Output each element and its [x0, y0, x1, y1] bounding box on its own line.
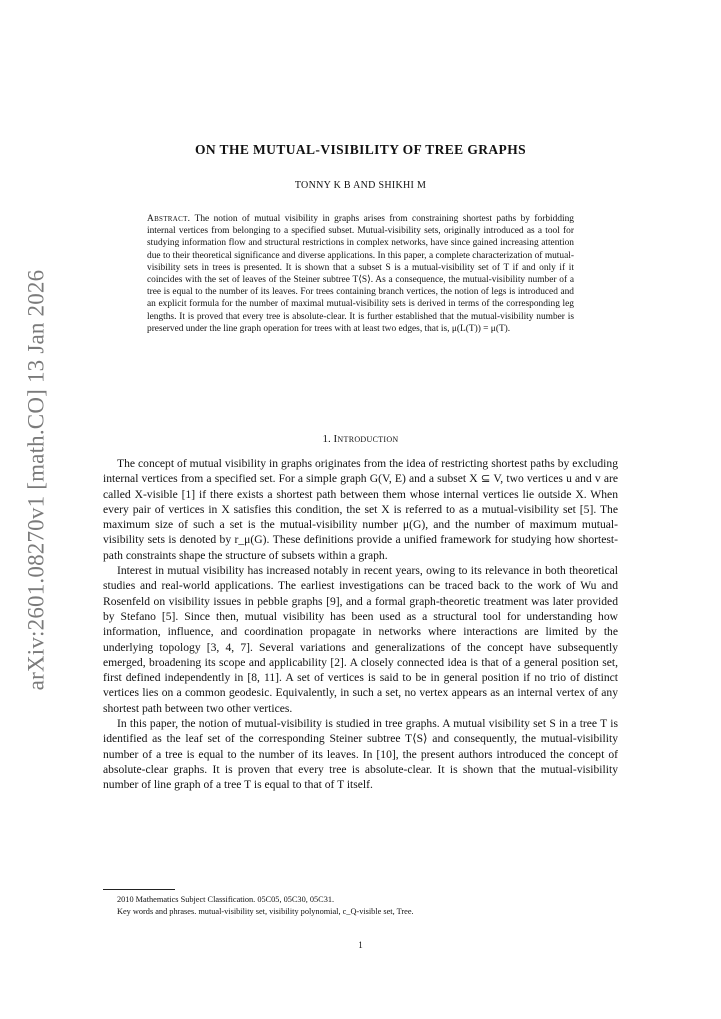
paragraph: In this paper, the notion of mutual-visibility is studied in tree graphs. A mutual visibility set S in a tree T is identified as the leaf set of the corresponding Steiner subtree T⟨S⟩ and consequently, the mutual-visibility number of a tree is equal to the number of its leaves. In [10], the present authors introduced the concept of absolute-clear graphs. It is proven that every tree is absolute-clear. It is shown that the mutual-visibility number of line graph of a tree T is equal to that of T itself.	[103, 717, 618, 792]
section-number: 1.	[322, 433, 331, 445]
footnote-divider	[103, 889, 175, 890]
paper-authors: TONNY K B AND SHIKHI M	[294, 180, 427, 191]
abstract-label: Abstract.	[147, 214, 191, 224]
arxiv-identifier-text: arXiv:2601.08270v1 [math.CO] 13 Jan 2026	[23, 269, 48, 691]
paragraph: Interest in mutual visibility has increased notably in recent years, owing to its relevance in both theoretical studies and real-world applications. The earliest investigations can be traced back to the work of Wu and Rosenfeld on visibility issues in pebble graphs [9], and a formal graph-theoretic treatment was later provided by Stefano [5]. Since then, mutual visibility has been used as a structural tool for understanding how information, influence, and coordination propagate in networks where interactions are limited by the underlying topology [3, 4, 7]. Several variations and generalizations of the concept have subsequently emerged, broadening its scope and applicability [2]. A closely connected idea is that of a general position set, first defined independently in [8, 11]. A set of vertices is said to be in general position if no trio of distinct vertices lies on a common geodesic. Equivalently, in such a set, no vertex appears as an internal vertex of any shortest path between two other vertices.	[103, 564, 618, 715]
page-number: 1	[358, 940, 363, 950]
abstract	[147, 213, 574, 335]
paragraph: The concept of mutual visibility in graphs originates from the idea of restricting shortest paths by excluding internal vertices from a specified set. For a simple graph G(V, E) and a subset X ⊆ V, two vertices u and v are called X-visible [1] if there exists a shortest path between them whose internal vertices lie outside X. When every pair of vertices in X satisfies this condition, the set X is referred to as a mutual-visibility set [5]. The maximum size of such a set is the mutual-visibility number μ(G), and the number of maximum mutual-visibility sets is denoted by r_μ(G). These definitions provide a unified framework for studying how shortest-path constraints shape the structure of subsets within a graph.	[103, 457, 618, 562]
paper-title: ON THE MUTUAL-VISIBILITY OF TREE GRAPHS	[194, 142, 527, 157]
arxiv-identifier	[18, 269, 54, 691]
footnote-classification: 2010 Mathematics Subject Classification. 05C05, 05C30, 05C31.	[117, 895, 335, 904]
footnotes	[103, 894, 618, 918]
section-heading	[103, 433, 618, 445]
section-title: Introduction	[333, 433, 399, 445]
footnote-keywords: Key words and phrases. mutual-visibility set, visibility polynomial, c_Q-visible set, Tree.	[117, 906, 414, 916]
abstract-text: The notion of mutual visibility in graphs arises from constraining shortest paths by forbidding internal vertices from belonging to a specified subset. Mutual-visibility sets, originally introduced as a tool for studying information flow and structural restrictions in complex networks, have since gained increasing attention due to their theoretical significance and diverse applications. In this paper, a complete characterization of mutual-visibility sets in trees is presented. It is shown that a subset S is a mutual-visibility set of T if and only if it coincides with the set of leaves of the Steiner subtree T⟨S⟩. As a consequence, the mutual-visibility number of a tree is equal to the number of its leaves. For trees containing branch vertices, the notion of legs is introduced and an explicit formula for the number of maximal mutual-visibility sets is derived in terms of the corresponding leg lengths. It is proved that every tree is absolute-clear. It is further established that the mutual-visibility number is preserved under the line graph operation for trees with at least two edges, that is, μ(L(T)) = μ(T).	[147, 214, 574, 334]
section-body	[103, 456, 618, 793]
